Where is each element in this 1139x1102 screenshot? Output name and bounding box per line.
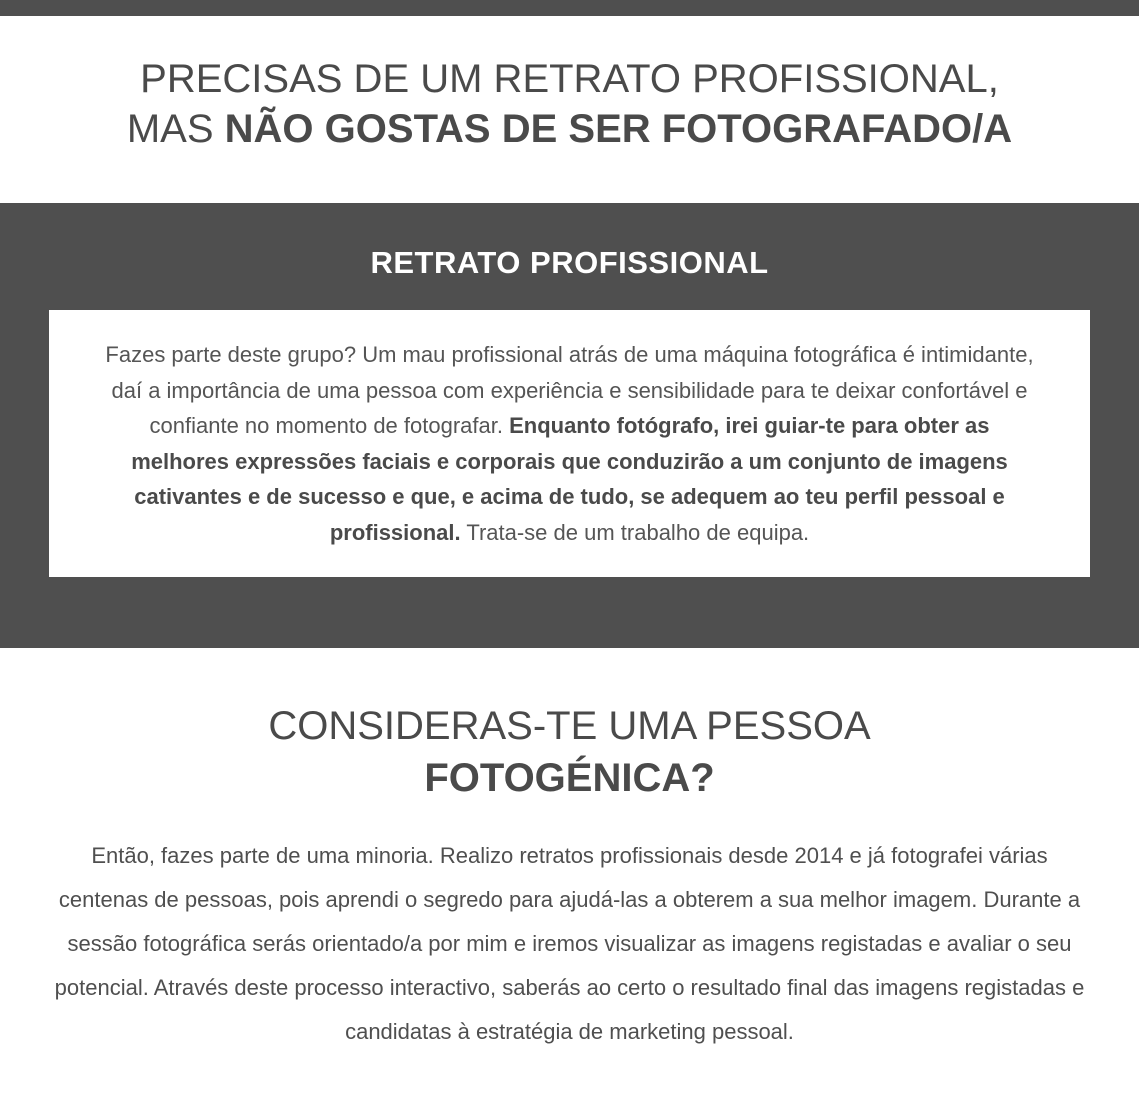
fotogenica-section (0, 648, 1139, 1054)
section2-body-text: Então, fazes parte de uma minoria. Realizo retratos profissionais desde 2014 e já fotografei várias centenas de pessoas, pois aprendi o segredo para ajudá-las a obterem a sua melhor imagem. Durante a sessão fotográfica serás orientado/a por mim e iremos visualizar as imagens registadas e avaliar o seu potencial. Através deste processo interactivo, saberás ao certo o resultado final das imagens registadas e candidatas à estratégia de marketing pessoal. (54, 843, 1085, 1044)
hero-heading-line-1 (0, 54, 1139, 104)
hero-section (0, 16, 1139, 203)
top-strip (0, 0, 1139, 16)
card-text-emphasis: Enquanto fotógrafo, irei guiar-te para obter as melhores expressões faciais e corporais que conduzirão a um conjunto de imagens cativantes e de sucesso e que, e acima de tudo, se adequem ao teu perfil pessoal e profissional. (131, 413, 1008, 545)
section2-heading-line-2: FOTOGÉNICA? (424, 756, 715, 800)
hero-heading-prefix: MAS (126, 107, 225, 151)
description-card (49, 310, 1090, 577)
band-title: RETRATO PROFISSIONAL (370, 245, 769, 280)
section2-heading-line-1: CONSIDERAS-TE UMA PESSOA (268, 704, 871, 748)
retrato-profissional-band (0, 203, 1139, 648)
card-text-outro: Trata-se de um trabalho de equipa. (460, 519, 810, 545)
hero-heading-emphasis: NÃO GOSTAS DE SER FOTOGRAFADO/A (224, 107, 1013, 151)
hero-heading-line-2 (0, 104, 1139, 154)
hero-heading-text-1: PRECISAS DE UM RETRATO PROFISSIONAL, (140, 57, 999, 101)
card-text-intro: Fazes parte deste grupo? Um mau profissional atrás de uma máquina fotográfica é intimidante, daí a importância de uma pessoa com experiência e sensibilidade para te deixar confortável e confiante no momento de fotografar. (105, 342, 1034, 438)
